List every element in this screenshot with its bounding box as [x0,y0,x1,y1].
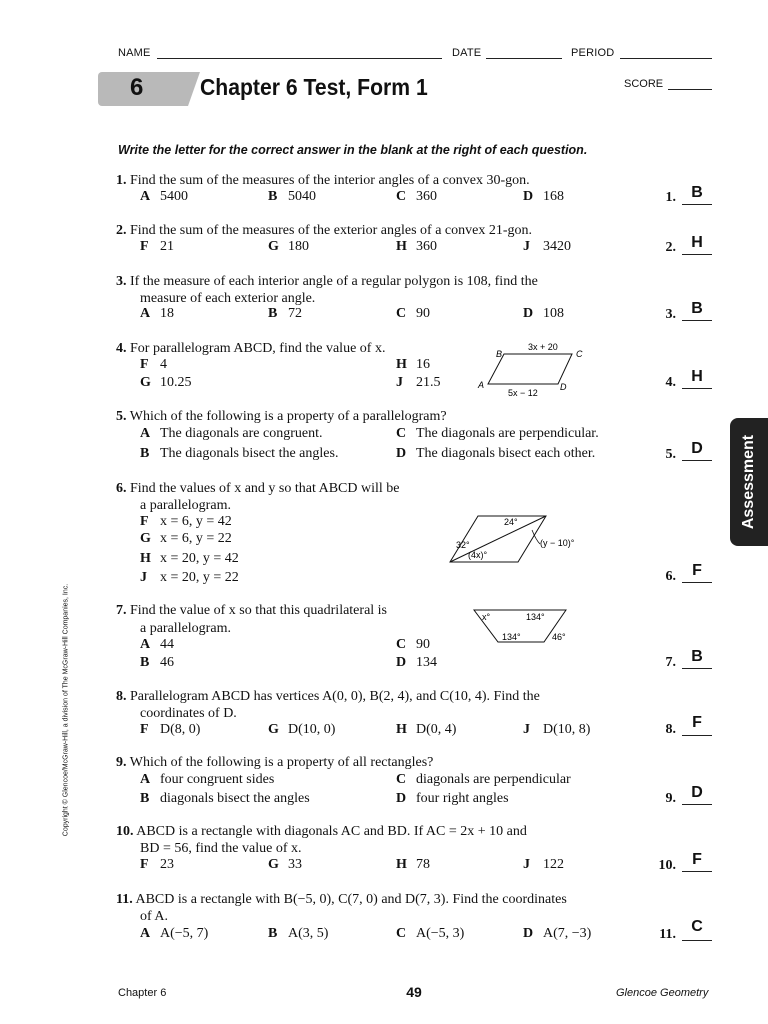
option-letter: F [140,357,149,372]
option-text: 21 [160,239,174,254]
option[interactable] [396,926,464,942]
question-2 [116,222,532,239]
option-letter: C [396,637,407,652]
period-label: PERIOD [571,47,615,59]
option[interactable] [140,306,174,322]
score-field[interactable] [668,89,712,90]
option-text: 72 [288,306,302,321]
option[interactable] [140,655,174,671]
option-text: diagonals bisect the angles [160,791,310,806]
question-text: Find the sum of the measures of the interior angles of a convex 30-gon. [130,173,530,188]
option-letter: D [523,926,534,941]
option-letter: C [396,189,407,204]
option-text: 108 [543,306,564,321]
option-text: 360 [416,239,437,254]
vertex-d-label: D [560,382,567,392]
angle-label: 46° [552,632,566,642]
question-number: 2. [116,223,127,238]
angle-label: 134° [502,632,521,642]
option-text: 5040 [288,189,316,204]
question-8 [116,688,540,705]
option-letter: A [140,926,151,941]
option-text: 10.25 [160,375,192,390]
question-text: ABCD is a rectangle with B(−5, 0), C(7, 0) and D(7, 3). Find the coordinates [135,892,567,907]
option-letter: H [396,857,407,872]
question-number: 9. [116,755,127,770]
question-number: 4. [116,341,127,356]
footer-book: Glencoe Geometry [616,987,709,999]
option[interactable] [140,570,239,586]
option-text: 180 [288,239,309,254]
answer-letter[interactable]: B [691,184,703,201]
option-letter: F [140,514,149,529]
date-label: DATE [452,47,482,59]
option[interactable] [268,857,302,873]
option[interactable] [396,375,441,391]
answer-letter[interactable]: F [692,851,702,868]
vertex-c-label: C [576,349,583,359]
score-label: SCORE [624,78,664,90]
option-text: x = 20, y = 22 [160,570,239,585]
option[interactable] [396,189,437,205]
option-letter: J [140,570,147,585]
option-letter: C [396,426,407,441]
page-number: 49 [406,984,422,1000]
option-text: 78 [416,857,430,872]
answer-blank [682,804,712,805]
instructions: Write the letter for the correct answer in the blank at the right of each question. [118,143,588,157]
option-text: A(3, 5) [288,926,329,941]
option[interactable] [396,306,430,322]
angle-label: 134° [526,612,545,622]
option[interactable] [140,375,192,391]
option-text: four right angles [416,791,509,806]
option-letter: J [523,857,530,872]
vertex-b-label: B [496,349,503,359]
answer-letter[interactable]: D [691,784,703,801]
question-number: 7. [116,603,127,618]
option-text: four congruent sides [160,772,275,787]
question-number: 3. [116,274,127,289]
option-letter: H [396,357,407,372]
option-letter: H [396,722,407,737]
parallelogram-figure-q6 [448,512,598,564]
answer-number: 11. [659,927,676,942]
answer-blank [682,582,712,583]
question-1 [116,172,530,189]
answer-blank [682,204,712,205]
angle-label: (y − 10)° [540,538,575,548]
option-text: A(7, −3) [543,926,592,941]
answer-number: 1. [665,190,676,205]
option-letter: J [396,375,403,390]
option[interactable] [396,791,509,807]
option-letter: B [268,926,278,941]
angle-label: 24° [504,517,518,527]
option-letter: B [268,189,278,204]
option-text: D(0, 4) [416,722,457,737]
question-5 [116,408,447,425]
option-letter: H [140,551,151,566]
option[interactable] [523,926,591,942]
answer-letter[interactable]: B [691,648,703,665]
option[interactable] [140,189,188,205]
option-letter: B [268,306,278,321]
option-letter: J [523,239,530,254]
footer-chapter: Chapter 6 [118,987,167,999]
question-number: 6. [116,481,127,496]
option-text: A(−5, 7) [160,926,209,941]
answer-blank [682,460,712,461]
date-field[interactable] [486,58,562,59]
vertex-a-label: A [478,380,485,390]
question-text: Which of the following is a property of all rectangles? [129,755,434,770]
option[interactable] [523,722,590,738]
question-7 [116,602,387,619]
option-text: The diagonals bisect the angles. [160,446,339,461]
answer-number: 6. [665,569,676,584]
option-text: D(8, 0) [160,722,201,737]
option[interactable] [523,306,564,322]
option-letter: A [140,189,151,204]
option-text: x = 6, y = 22 [160,531,232,546]
option[interactable] [396,857,430,873]
assessment-tab-label: Assessment [740,434,757,530]
question-6 [116,480,399,497]
option-text: 16 [416,357,430,372]
option[interactable] [268,239,309,255]
question-6-line-2: a parallelogram. [140,498,231,513]
option-text: 168 [543,189,564,204]
option[interactable] [140,637,174,653]
option-letter: F [140,722,149,737]
option[interactable] [268,306,302,322]
question-11-line-2: of A. [140,909,168,924]
option[interactable] [140,857,174,873]
option-letter: G [268,239,279,254]
option-letter: A [140,637,151,652]
option-letter: G [140,375,151,390]
question-number: 8. [116,689,127,704]
question-number: 10. [116,824,134,839]
option[interactable] [140,514,232,530]
option-text: 44 [160,637,174,652]
chapter-number: 6 [130,74,144,101]
bottom-side-label: 5x − 12 [508,388,538,398]
option-text: diagonals are perpendicular [416,772,571,787]
answer-number: 7. [665,655,676,670]
question-10-line-2: BD = 56, find the value of x. [140,841,302,856]
answer-number: 10. [658,858,676,873]
answer-blank [682,388,712,389]
option-letter: D [396,655,407,670]
option-letter: F [140,239,149,254]
option-letter: G [268,857,279,872]
option[interactable] [140,357,167,373]
question-text: Find the values of x and y so that ABCD will be [130,481,400,496]
question-11 [116,891,567,908]
option-text: 23 [160,857,174,872]
option[interactable] [268,722,335,738]
question-8-line-2: coordinates of D. [140,706,237,721]
name-field[interactable] [157,58,442,59]
question-text: Find the value of x so that this quadrilateral is [130,603,388,618]
option-text: The diagonals are congruent. [160,426,323,441]
option-text: 90 [416,637,430,652]
option[interactable] [396,722,456,738]
question-text: Find the sum of the measures of the exterior angles of a convex 21-gon. [130,223,533,238]
option-text: x = 20, y = 42 [160,551,239,566]
option-letter: D [523,306,534,321]
question-number: 5. [116,409,127,424]
answer-blank [682,668,712,669]
question-number: 11. [116,892,133,907]
option[interactable] [140,791,310,807]
option-letter: C [396,772,407,787]
answer-number: 9. [665,791,676,806]
option[interactable] [140,239,174,255]
option[interactable] [140,426,323,442]
option-text: 21.5 [416,375,441,390]
option-letter: A [140,306,151,321]
option[interactable] [523,189,564,205]
option-letter: D [396,446,407,461]
option-text: x = 6, y = 42 [160,514,232,529]
option-letter: B [140,655,150,670]
option-letter: C [396,926,407,941]
option-letter: H [396,239,407,254]
option-text: D(10, 8) [543,722,591,737]
option-letter: D [396,791,407,806]
option[interactable] [140,926,208,942]
option-text: 122 [543,857,564,872]
question-number: 1. [116,173,127,188]
option-text: The diagonals bisect each other. [416,446,596,461]
option[interactable] [523,239,571,255]
question-text: For parallelogram ABCD, find the value of x. [130,341,386,356]
option-letter: A [140,772,151,787]
question-text: Parallelogram ABCD has vertices A(0, 0), B(2, 4), and C(10, 4). Find the [130,689,540,704]
answer-letter[interactable]: C [691,918,703,935]
chapter-tab-slant [180,72,200,106]
name-label: NAME [118,47,151,59]
question-7-line-2: a parallelogram. [140,621,231,636]
option-letter: B [140,791,150,806]
option[interactable] [140,446,338,462]
answer-letter[interactable]: B [691,300,703,317]
option-text: 90 [416,306,430,321]
question-3 [116,273,538,290]
question-4 [116,340,385,357]
question-9 [116,754,433,771]
option-text: 5400 [160,189,188,204]
answer-blank [682,320,712,321]
answer-letter[interactable]: H [691,234,703,251]
option[interactable] [268,189,316,205]
option[interactable] [396,239,437,255]
answer-blank [682,254,712,255]
copyright-notice: Copyright © Glencoe/McGraw-Hill, a division of The McGraw-Hill Companies, Inc. [62,583,70,837]
option-text: 360 [416,189,437,204]
answer-number: 2. [665,240,676,255]
option-text: The diagonals are perpendicular. [416,426,599,441]
option[interactable] [396,426,599,442]
option-letter: A [140,426,151,441]
question-3-line-2: measure of each exterior angle. [140,291,316,306]
question-text: If the measure of each interior angle of a regular polygon is 108, find the [130,274,538,289]
option[interactable] [396,772,571,788]
option[interactable] [140,531,232,547]
option[interactable] [396,637,430,653]
option-letter: J [523,722,530,737]
parallelogram-figure-q4 [474,340,594,400]
option-text: D(10, 0) [288,722,336,737]
option-letter: F [140,857,149,872]
option-text: A(−5, 3) [416,926,465,941]
option[interactable] [140,722,200,738]
option-text: 18 [160,306,174,321]
top-side-label: 3x + 20 [528,342,558,352]
option[interactable] [396,655,437,671]
option-text: 4 [160,357,167,372]
option-text: 134 [416,655,437,670]
question-10 [116,823,527,840]
angle-label: x° [482,612,491,622]
option-text: 46 [160,655,174,670]
answer-number: 8. [665,722,676,737]
option-letter: G [268,722,279,737]
answer-blank [682,735,712,736]
angle-label: 32° [456,540,470,550]
option-text: 3420 [543,239,571,254]
answer-letter[interactable]: H [691,368,703,385]
quadrilateral-figure-q7 [470,606,580,646]
answer-number: 3. [665,307,676,322]
option-letter: D [523,189,534,204]
question-text: Which of the following is a property of a parallelogram? [129,409,447,424]
option[interactable] [396,446,595,462]
option[interactable] [140,551,239,567]
answer-blank [682,871,712,872]
answer-number: 5. [665,447,676,462]
page-title: Chapter 6 Test, Form 1 [200,74,428,100]
option[interactable] [396,357,430,373]
answer-number: 4. [665,375,676,390]
option[interactable] [523,857,564,873]
answer-letter[interactable]: D [691,440,703,457]
answer-letter[interactable]: F [692,714,702,731]
option[interactable] [140,772,274,788]
answer-letter[interactable]: F [692,562,702,579]
question-text: ABCD is a rectangle with diagonals AC and BD. If AC = 2x + 10 and [136,824,527,839]
answer-blank [682,940,712,941]
option-letter: B [140,446,150,461]
period-field[interactable] [620,58,712,59]
angle-label: (4x)° [468,550,488,560]
option-letter: C [396,306,407,321]
option-text: 33 [288,857,302,872]
option-letter: G [140,531,151,546]
option[interactable] [268,926,328,942]
